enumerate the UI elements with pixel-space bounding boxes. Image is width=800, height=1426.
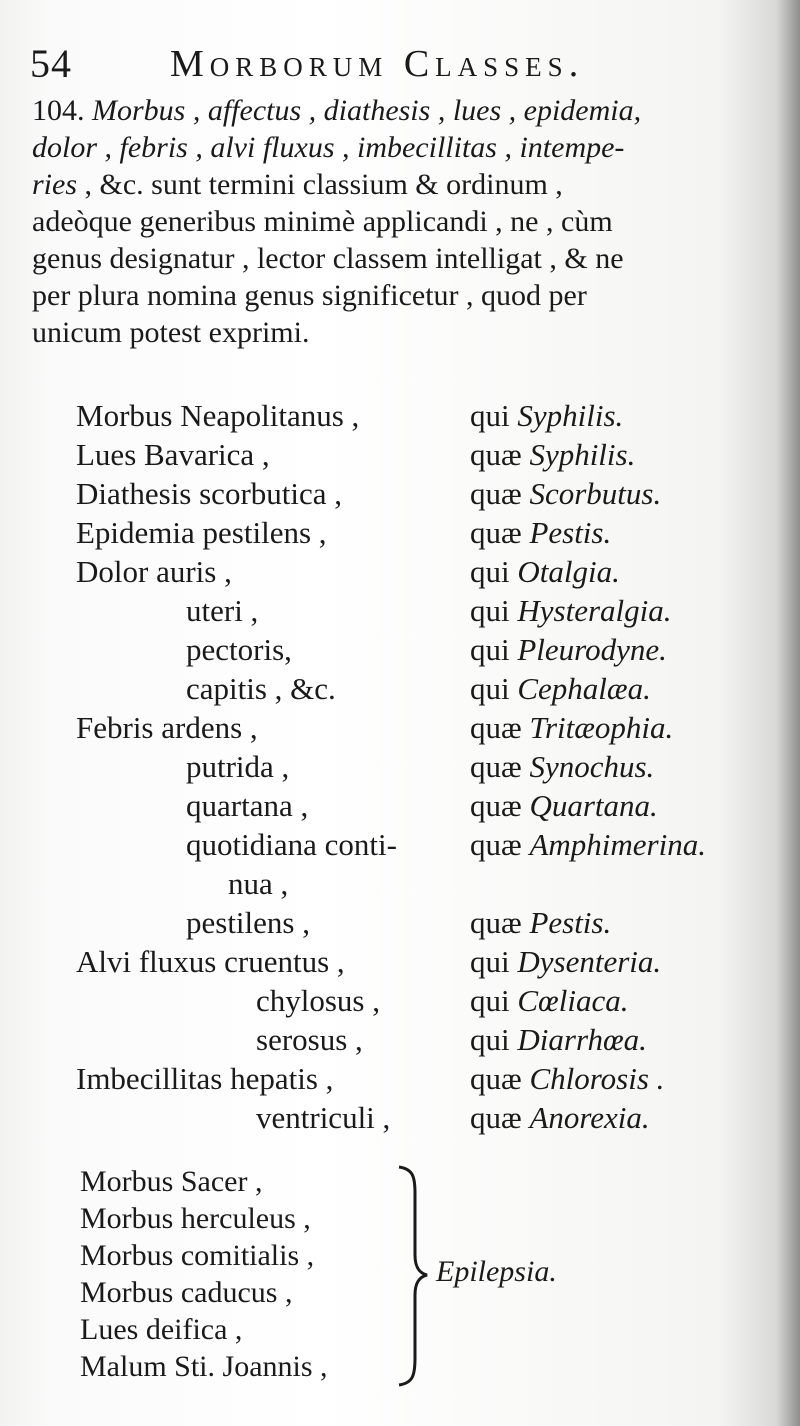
- genus-name: [470, 1100, 650, 1136]
- table-row: [0, 1022, 800, 1061]
- table-row: [0, 593, 800, 632]
- paragraph-segment: unicum potest exprimi.: [32, 316, 310, 349]
- genus-name: [470, 905, 611, 941]
- relative-pronoun: qui: [470, 593, 510, 628]
- paragraph-segment: genus designatur , lector classem intelligat , & ne: [32, 242, 624, 275]
- genus-name: [470, 671, 651, 707]
- paragraph-segment: 104.: [32, 94, 92, 127]
- curly-brace-icon: [395, 1163, 429, 1388]
- disease-name: Epidemia pestilens ,: [76, 515, 327, 550]
- table-row: [0, 788, 800, 827]
- paragraph-segment: dolor , febris , alvi fluxus , imbecillitas , intempe-: [32, 131, 625, 164]
- genus-term: Tritæophia.: [529, 710, 674, 745]
- paragraph-line: [32, 277, 767, 314]
- disease-name: capitis , &c.: [186, 671, 336, 706]
- genus-name: [470, 632, 667, 668]
- paragraph-segment: Morbus , affectus , diathesis , lues , epidemia,: [92, 94, 642, 127]
- genus-name: [470, 554, 620, 590]
- genus-term: Chlorosis .: [529, 1061, 665, 1096]
- disease-name: Lues Bavarica ,: [76, 437, 270, 472]
- genus-term: Cephalæa.: [517, 671, 651, 706]
- table-row: [0, 476, 800, 515]
- relative-pronoun: qui: [470, 944, 510, 979]
- table-row: [0, 515, 800, 554]
- genus-term: Hysteralgia.: [517, 593, 672, 628]
- relative-pronoun: quæ: [470, 788, 522, 823]
- paragraph-segment: per plura nomina genus significetur , quod per: [32, 279, 587, 312]
- disease-name: uteri ,: [186, 593, 259, 628]
- genus-name: [470, 593, 672, 629]
- genus-name: [470, 710, 673, 746]
- relative-pronoun: qui: [470, 983, 510, 1018]
- relative-pronoun: quæ: [470, 476, 522, 511]
- genus-name: [470, 749, 654, 785]
- disease-name: quartana ,: [186, 788, 309, 823]
- genus-term: Anorexia.: [529, 1100, 650, 1135]
- synonym-item: Morbus herculeus ,: [80, 1202, 311, 1235]
- relative-pronoun: quæ: [470, 515, 522, 550]
- disease-name: chylosus ,: [256, 983, 380, 1018]
- table-row: [0, 866, 800, 905]
- disease-name: putrida ,: [186, 749, 290, 784]
- synonym-item: Lues deifica ,: [80, 1313, 243, 1346]
- genus-term: Pestis.: [529, 905, 612, 940]
- genus-term: Syphilis.: [517, 398, 624, 433]
- paragraph-line: [32, 166, 767, 203]
- table-row: [0, 398, 800, 437]
- genus-name: [470, 476, 661, 512]
- page-number: 54: [30, 41, 72, 86]
- brace-label: Epilepsia.: [436, 1255, 557, 1288]
- genus-term: Scorbutus.: [529, 476, 662, 511]
- disease-name: quotidiana conti-: [186, 827, 397, 862]
- paragraph-line: [32, 92, 767, 129]
- synonym-table: [0, 398, 800, 1139]
- genus-name: [470, 788, 658, 824]
- disease-name: Diathesis scorbutica ,: [76, 476, 343, 511]
- table-row: [0, 632, 800, 671]
- running-head: Morborum Classes.: [170, 43, 585, 85]
- disease-name: Morbus Neapolitanus ,: [76, 398, 360, 433]
- paragraph-line: [32, 203, 767, 240]
- genus-term: Synochus.: [529, 749, 655, 784]
- disease-name: serosus ,: [256, 1022, 363, 1057]
- relative-pronoun: quæ: [470, 749, 522, 784]
- section-104-paragraph: [32, 92, 767, 351]
- paragraph-segment: adeòque generibus minimè applicandi , ne , cùm: [32, 205, 613, 238]
- relative-pronoun: qui: [470, 1022, 510, 1057]
- disease-name: nua ,: [228, 866, 289, 901]
- genus-name: [470, 515, 611, 551]
- table-row: [0, 983, 800, 1022]
- table-row: [0, 749, 800, 788]
- genus-name: [470, 983, 628, 1019]
- disease-name: pectoris,: [186, 632, 292, 667]
- synonym-item: Morbus comitialis ,: [80, 1239, 315, 1272]
- relative-pronoun: qui: [470, 398, 510, 433]
- disease-name: pestilens ,: [186, 905, 310, 940]
- relative-pronoun: quæ: [470, 905, 522, 940]
- disease-name: Dolor auris ,: [76, 554, 232, 589]
- paragraph-line: [32, 240, 767, 277]
- epilepsy-synonym-list: [80, 1163, 328, 1385]
- table-row: [0, 1100, 800, 1139]
- relative-pronoun: quæ: [470, 437, 522, 472]
- genus-name: [470, 827, 706, 863]
- table-row: [0, 710, 800, 749]
- genus-name: [470, 398, 623, 434]
- relative-pronoun: quæ: [470, 710, 522, 745]
- synonym-item: Morbus caducus ,: [80, 1276, 293, 1309]
- paragraph-line: [32, 129, 767, 166]
- table-row: [0, 1061, 800, 1100]
- disease-name: Imbecillitas hepatis ,: [76, 1061, 334, 1096]
- genus-term: Pestis.: [529, 515, 612, 550]
- genus-name: [470, 1022, 647, 1058]
- disease-name: ventriculi ,: [256, 1100, 391, 1135]
- table-row: [0, 944, 800, 983]
- relative-pronoun: quæ: [470, 827, 522, 862]
- genus-name: [470, 1061, 664, 1097]
- relative-pronoun: qui: [470, 632, 510, 667]
- table-row: [0, 827, 800, 866]
- genus-term: Syphilis.: [529, 437, 636, 472]
- disease-name: Febris ardens ,: [76, 710, 258, 745]
- genus-term: Pleurodyne.: [517, 632, 667, 667]
- genus-term: Diarrhœa.: [517, 1022, 647, 1057]
- paragraph-line: [32, 314, 767, 351]
- relative-pronoun: quæ: [470, 1061, 522, 1096]
- synonym-item: Morbus Sacer ,: [80, 1165, 263, 1198]
- table-row: [0, 671, 800, 710]
- genus-term: Amphimerina.: [529, 827, 706, 862]
- genus-term: Dysenteria.: [517, 944, 662, 979]
- table-row: [0, 554, 800, 593]
- genus-term: Cœliaca.: [517, 983, 629, 1018]
- genus-name: [470, 944, 661, 980]
- paragraph-segment: , &c. sunt termini classium & ordinum ,: [77, 168, 563, 201]
- relative-pronoun: qui: [470, 671, 510, 706]
- relative-pronoun: qui: [470, 554, 510, 589]
- table-row: [0, 905, 800, 944]
- page-header: [30, 40, 770, 100]
- paragraph-segment: ries: [32, 168, 77, 201]
- genus-term: Otalgia.: [517, 554, 620, 589]
- synonym-item: Malum Sti. Joannis ,: [80, 1350, 328, 1383]
- genus-term: Quartana.: [529, 788, 658, 823]
- genus-name: [470, 437, 635, 473]
- epilepsy-synonyms-group: [80, 1163, 760, 1393]
- relative-pronoun: quæ: [470, 1100, 522, 1135]
- disease-name: Alvi fluxus cruentus ,: [76, 944, 345, 979]
- table-row: [0, 437, 800, 476]
